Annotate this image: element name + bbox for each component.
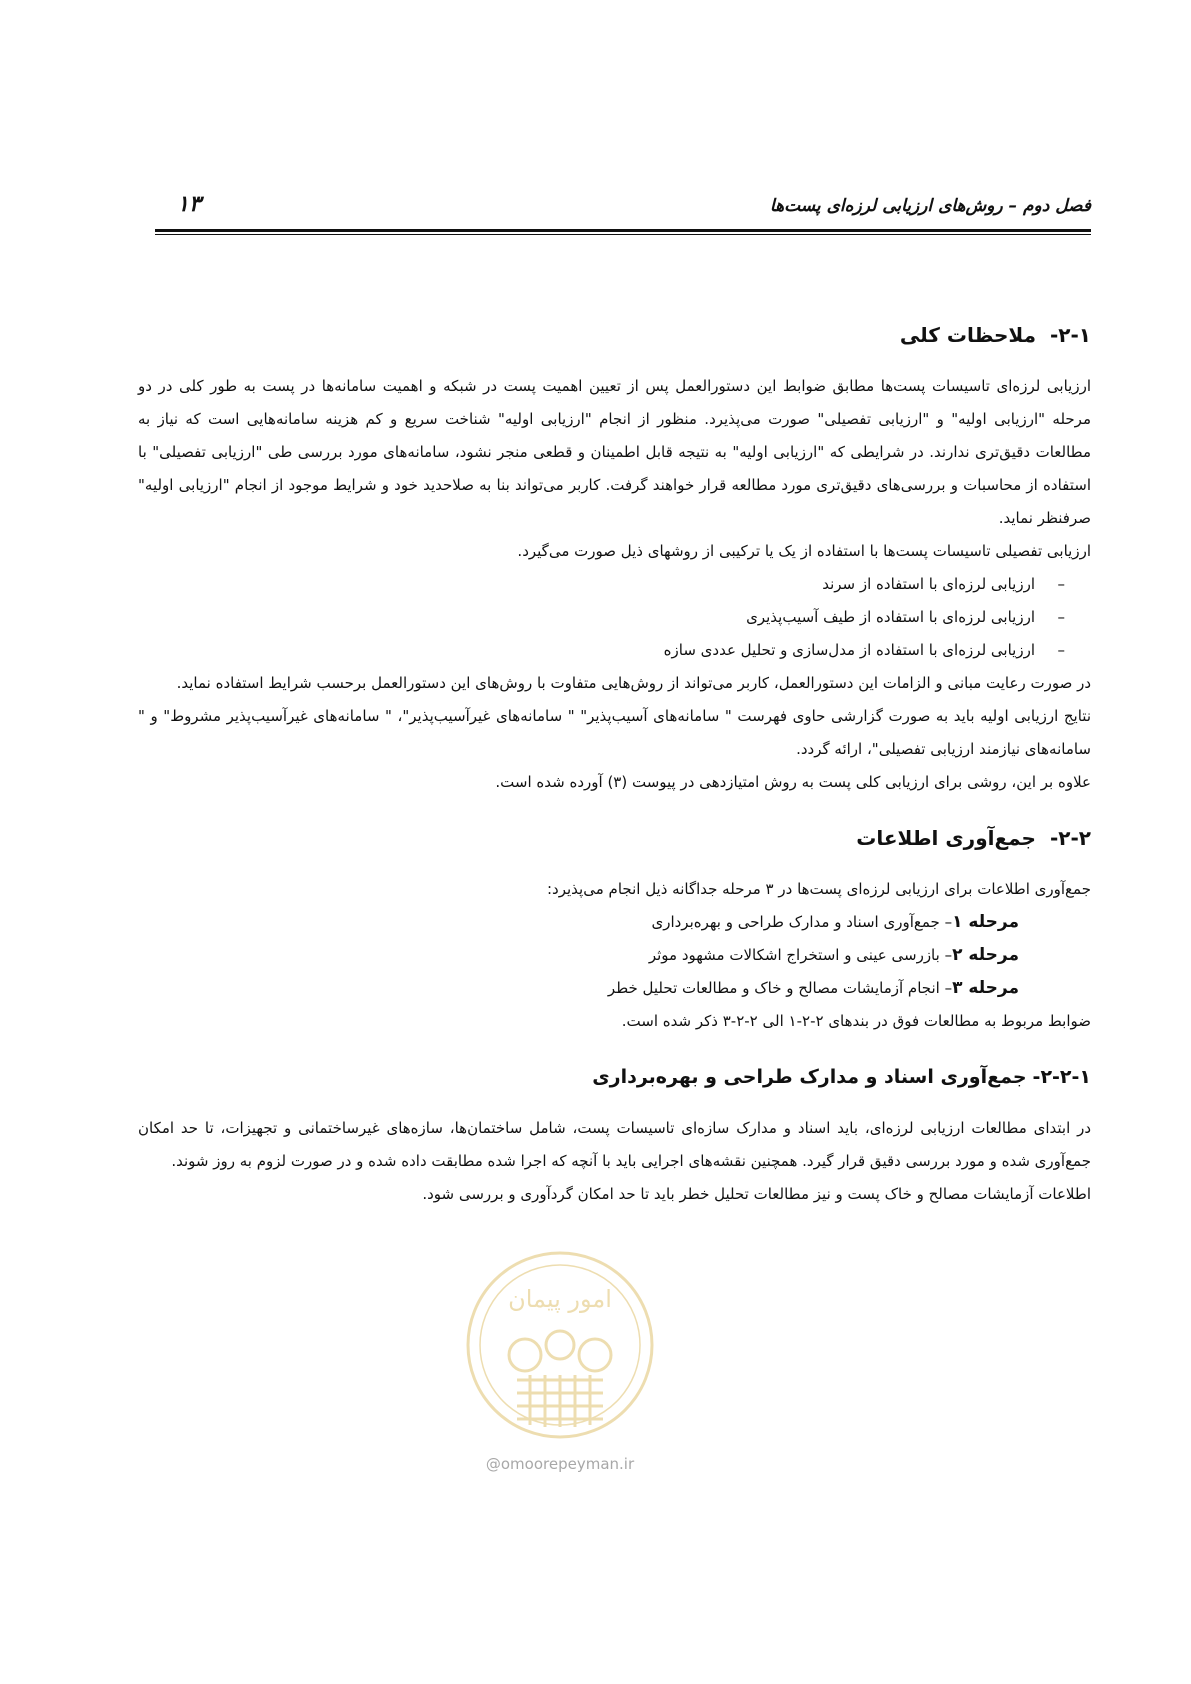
watermark-logo-lettering: امور پیمان [508, 1285, 612, 1313]
section-number: ۲-۱- [1049, 323, 1091, 347]
list-item [138, 634, 1065, 667]
paragraph: نتایج ارزیابی اولیه باید به صورت گزارشی حاوی فهرست " سامانه‌های آسیب‌پذیر" " سامانه‌های غیرآسیب‌پذیر"، " سامانه‌های غیرآسیب‌پذیر مشروط" و " سامانه‌های نیازمند ارزیابی تفصیلی"، ارائه گردد. [138, 707, 1091, 758]
bullet-marker: – [1057, 575, 1065, 593]
stage-label: مرحله ۲ [952, 945, 1019, 965]
stage-item [138, 972, 1019, 1005]
paragraph: در ابتدای مطالعات ارزیابی لرزه‌ای، باید اسناد و مدارک سازه‌ای تاسیسات پست، شامل ساختمان‌ها، سازه‌های غیرساختمانی و تجهیزات، تا حد امکان جمع‌آوری شده و مورد بررسی دقیق قرار گیرد. همچنین نقشه‌های اجرایی باید با آنچه که اجرا شده مطابقت داده شده و در صورت لزوم به روز شوند. [138, 1119, 1091, 1170]
header-rule [155, 229, 1091, 237]
bullet-marker: – [1057, 641, 1065, 659]
paragraph: ارزیابی تفصیلی تاسیسات پست‌ها با استفاده از یک یا ترکیبی از روشهای ذیل صورت می‌گیرد. [517, 542, 1091, 560]
watermark-logo-icon [455, 1245, 665, 1445]
watermark-url: @omoorepeyman.ir [485, 1455, 635, 1473]
section-number: ۲-۲- [1049, 826, 1091, 850]
list-item-text: ارزیابی لرزه‌ای با استفاده از سرند [822, 575, 1035, 593]
stage-label: مرحله ۱ [952, 912, 1019, 932]
section-title: ملاحظات کلی [899, 323, 1036, 347]
page-content [138, 320, 1091, 1211]
chapter-title: فصل دوم – روش‌های ارزیابی لرزه‌ای پست‌ها [769, 196, 1091, 216]
section-heading-2-1 [138, 320, 1091, 350]
paragraph: اطلاعات آزمایشات مصالح و خاک پست و نیز مطالعات تحلیل خطر باید تا حد امکان گردآوری و بررسی شود. [422, 1185, 1091, 1203]
stage-list [138, 906, 1091, 1005]
paragraph: ضوابط مربوط به مطالعات فوق در بندهای ۲-۲-۱ الی ۲-۲-۳ ذکر شده است. [621, 1012, 1091, 1030]
stage-text: – جمع‌آوری اسناد و مدارک طراحی و بهره‌برداری [651, 913, 953, 931]
stage-text: – بازرسی عینی و استخراج اشکالات مشهود موثر [648, 946, 953, 964]
stage-label: مرحله ۳ [952, 978, 1019, 998]
paragraph: علاوه بر این، روشی برای ارزیابی کلی پست به روش امتیازدهی در پیوست (۳) آورده شده است. [495, 773, 1091, 791]
paragraph: جمع‌آوری اطلاعات برای ارزیابی لرزه‌ای پست‌ها در ۳ مرحله جداگانه ذیل انجام می‌پذیرد: [547, 880, 1091, 898]
stage-item [138, 906, 1019, 939]
stage-text: – انجام آزمایشات مصالح و خاک و مطالعات تحلیل خطر [607, 979, 953, 997]
stage-item [138, 939, 1019, 972]
paragraph: در صورت رعایت مبانی و الزامات این دستورالعمل، کاربر می‌تواند از روش‌هایی متفاوت با روش‌های این دستورالعمل برحسب شرایط استفاده نماید. [176, 674, 1091, 692]
section-number: ۲-۲-۱- [1032, 1066, 1091, 1088]
section-heading-2-2-1 [138, 1062, 1091, 1092]
page-number: ۱۳ [177, 192, 201, 217]
list-item-text: ارزیابی لرزه‌ای با استفاده از طیف آسیب‌پذیری [746, 608, 1035, 626]
bullet-marker: – [1057, 608, 1065, 626]
section-title: جمع‌آوری اطلاعات [856, 826, 1036, 850]
running-header [155, 192, 1091, 228]
paragraph: ارزیابی لرزه‌ای تاسیسات پست‌ها مطابق ضوابط این دستورالعمل پس از تعیین اهمیت پست در شبکه و اهمیت سامانه‌ها در پست به طور کلی در دو مرحله "ارزیابی اولیه" و "ارزیابی تفصیلی" صورت می‌پذیرد. منظور از انجام "ارزیابی اولیه" شناخت سریع و کم هزینه سامانه‌هایی است که نیاز به مطالعات دقیق‌تری ندارند. در شرایطی که "ارزیابی اولیه" به نتیجه قابل اطمینان و قطعی منجر نشود، سامانه‌های مورد بررسی طی "ارزیابی تفصیلی" با استفاده از محاسبات و بررسی‌های دقیق‌تری مورد مطالعه قرار خواهند گرفت. کاربر می‌تواند بنا به صلاحدید خود و شرایط موجود از انجام "ارزیابی اولیه" صرفنظر نماید. [138, 377, 1091, 527]
section-title: جمع‌آوری اسناد و مدارک طراحی و بهره‌برداری [592, 1066, 1027, 1088]
header-rule-thick [155, 229, 1091, 232]
method-list [138, 568, 1091, 667]
list-item-text: ارزیابی لرزه‌ای با استفاده از مدل‌سازی و تحلیل عددی سازه [663, 641, 1035, 659]
section-heading-2-2 [138, 823, 1091, 853]
watermark-site: omoorepeyman.ir [500, 1455, 635, 1473]
list-item [138, 601, 1065, 634]
list-item [138, 568, 1065, 601]
header-rule-thin [155, 234, 1091, 235]
